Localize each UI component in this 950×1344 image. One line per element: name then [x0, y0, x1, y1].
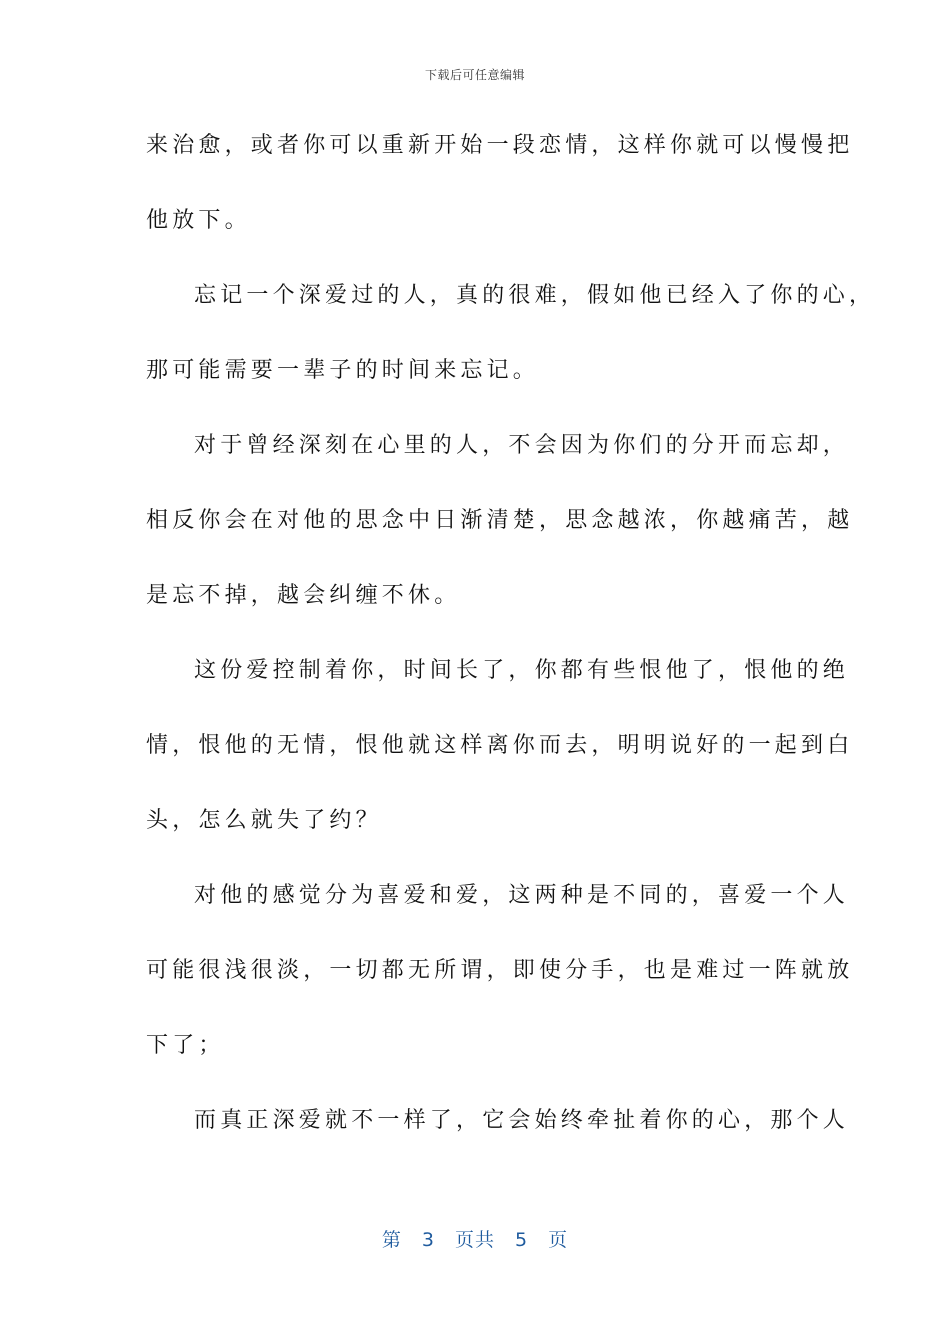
page-prefix: 第	[381, 1229, 402, 1251]
page-mid: 页共	[454, 1229, 495, 1251]
text-line-2: 他放下。	[146, 208, 251, 233]
text-line-1: 来治愈，或者你可以重新开始一段恋情，这样你就可以慢慢把	[146, 133, 854, 158]
document-body	[146, 118, 876, 1168]
total-pages-number: 5	[515, 1229, 529, 1251]
text-line-7: 是忘不掉，越会纠缠不休。	[146, 583, 461, 608]
text-line-3: 忘记一个深爱过的人，真的很难，假如他已经入了你的心，	[194, 283, 876, 308]
text-line-13: 下了；	[146, 1033, 225, 1058]
text-line-10: 头，怎么就失了约？	[146, 808, 382, 833]
page-header-note: 下载后可任意编辑	[424, 68, 525, 82]
text-line-11: 对他的感觉分为喜爱和爱，这两种是不同的，喜爱一个人	[194, 883, 850, 908]
text-line-5: 对于曾经深刻在心里的人，不会因为你们的分开而忘却，	[194, 433, 850, 458]
text-line-12: 可能很浅很淡，一切都无所谓，即使分手，也是难过一阵就放	[146, 958, 854, 983]
current-page-number: 3	[421, 1229, 435, 1251]
text-line-14: 而真正深爱就不一样了，它会始终牵扯着你的心，那个人	[194, 1108, 850, 1133]
page-footer	[0, 1225, 950, 1252]
text-line-4: 那可能需要一辈子的时间来忘记。	[146, 358, 540, 383]
text-line-8: 这份爱控制着你，时间长了，你都有些恨他了，恨他的绝	[194, 658, 850, 683]
page-suffix: 页	[548, 1229, 569, 1251]
text-line-9: 情，恨他的无情，恨他就这样离你而去，明明说好的一起到白	[146, 733, 854, 758]
text-line-6: 相反你会在对他的思念中日渐清楚，思念越浓，你越痛苦，越	[146, 508, 854, 533]
